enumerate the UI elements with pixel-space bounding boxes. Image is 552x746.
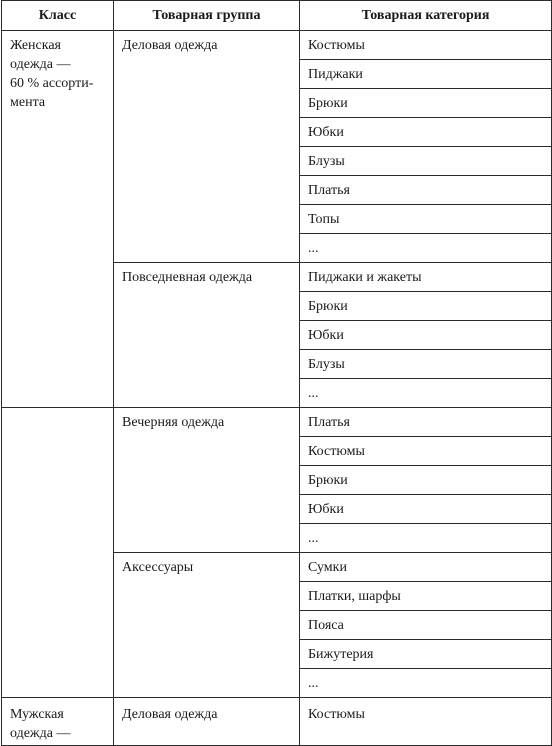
- category-cell: ...: [300, 234, 552, 263]
- group-cell-evening: Вечерняя одежда: [114, 408, 300, 553]
- category-cell: ...: [300, 379, 552, 408]
- category-cell: Юбки: [300, 321, 552, 350]
- class-cell-empty: [2, 408, 114, 698]
- category-cell: Костюмы: [300, 437, 552, 466]
- category-cell: Пояса: [300, 611, 552, 640]
- class-cell-women: [2, 31, 114, 408]
- category-cell: Платья: [300, 176, 552, 205]
- class-label-line: мента: [10, 95, 46, 110]
- header-group: Товарная группа: [114, 1, 300, 31]
- class-cell-men: [2, 698, 114, 746]
- class-label-line: 60 % ассорти-: [10, 76, 94, 91]
- category-cell: ...: [300, 669, 552, 698]
- class-label-line: одежда —: [10, 57, 71, 72]
- category-cell: Брюки: [300, 292, 552, 321]
- category-cell: Бижутерия: [300, 640, 552, 669]
- category-cell: Брюки: [300, 466, 552, 495]
- category-cell: Пиджаки и жакеты: [300, 263, 552, 292]
- category-cell: Платья: [300, 408, 552, 437]
- header-category: Товарная категория: [300, 1, 552, 31]
- category-cell: ...: [300, 524, 552, 553]
- category-cell: Топы: [300, 205, 552, 234]
- table-row: [2, 698, 552, 746]
- category-cell: Платки, шарфы: [300, 582, 552, 611]
- category-cell: Блузы: [300, 350, 552, 379]
- group-cell-accessories: Аксессуары: [114, 553, 300, 698]
- table-row: [2, 408, 552, 437]
- group-cell-casual: Повседневная одежда: [114, 263, 300, 408]
- class-label-line: одежда —: [10, 726, 71, 741]
- class-label-line: Мужская: [10, 707, 64, 722]
- header-class: Класс: [2, 1, 114, 31]
- category-cell: Брюки: [300, 89, 552, 118]
- category-cell: Сумки: [300, 553, 552, 582]
- category-cell: Костюмы: [300, 31, 552, 60]
- category-cell: Юбки: [300, 495, 552, 524]
- category-cell: Юбки: [300, 118, 552, 147]
- table-row: [2, 31, 552, 60]
- class-label-line: Женская: [10, 38, 61, 53]
- category-cell: Костюмы: [300, 698, 552, 746]
- assortment-table: [1, 0, 552, 746]
- category-cell: Блузы: [300, 147, 552, 176]
- header-row: [2, 1, 552, 31]
- group-cell-men-business: Деловая одежда: [114, 698, 300, 746]
- group-cell-business: Деловая одежда: [114, 31, 300, 263]
- category-cell: Пиджаки: [300, 60, 552, 89]
